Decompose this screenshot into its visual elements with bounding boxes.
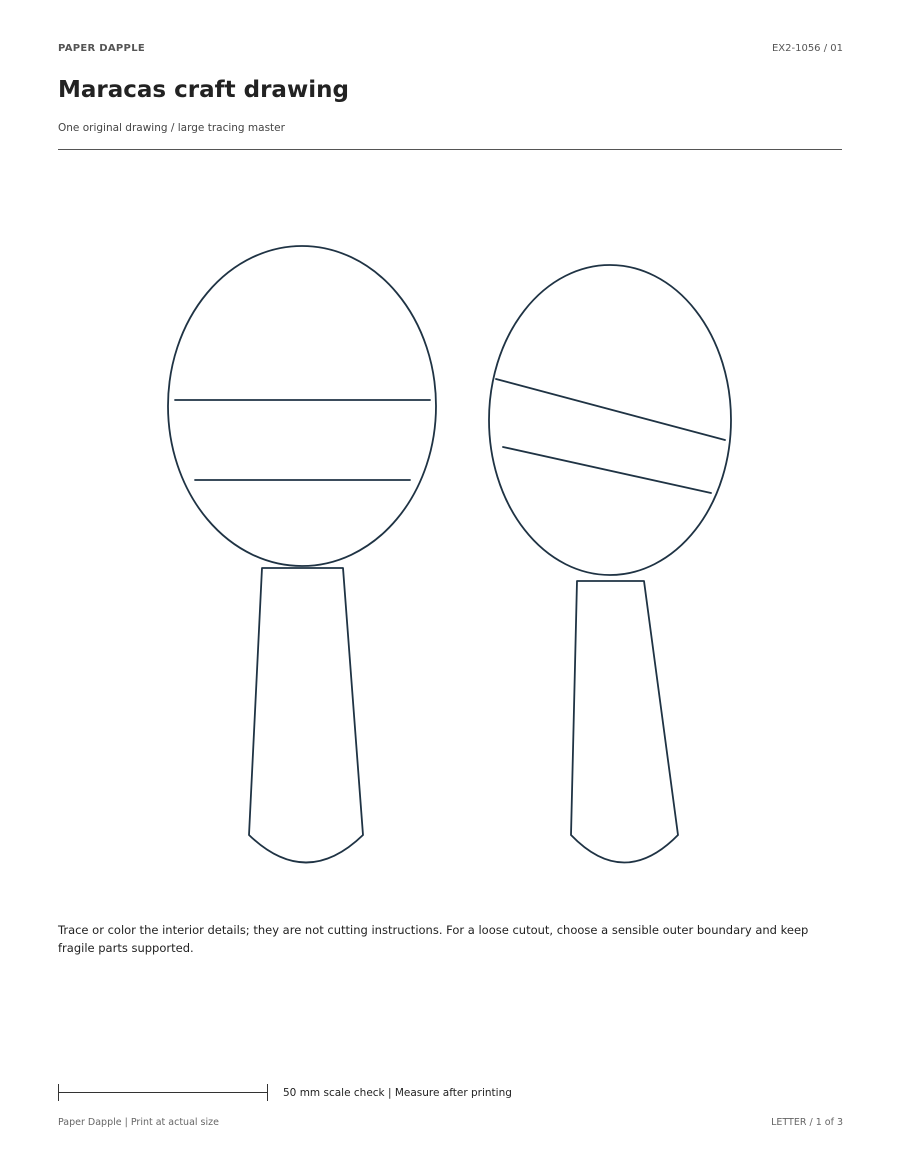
maraca-left-head — [168, 246, 436, 566]
footer-left: Paper Dapple | Print at actual size — [58, 1117, 219, 1128]
page-title: Maracas craft drawing — [58, 77, 349, 103]
instructions-text: Trace or color the interior details; they are not cutting instructions. For a loose cutout, choose a sensible outer boundary and keep fragile parts supported. — [58, 923, 809, 955]
maraca-right-stripe-bottom — [503, 447, 711, 493]
scale-label: 50 mm scale check | Measure after printing — [283, 1087, 512, 1099]
maraca-left — [168, 246, 436, 863]
maraca-right — [489, 265, 731, 863]
maraca-right-stripe-top — [496, 379, 725, 440]
scale-bar-tick-end — [267, 1084, 268, 1101]
footer-page-info: LETTER / 1 of 3 — [771, 1117, 843, 1128]
scale-bar-tick-start — [58, 1084, 59, 1101]
maraca-right-handle — [571, 581, 678, 863]
brand-name: PAPER DAPPLE — [58, 43, 145, 54]
page-subtitle: One original drawing / large tracing master — [58, 122, 285, 134]
maraca-right-head — [489, 265, 731, 575]
scale-bar — [58, 1084, 268, 1102]
document-code: EX2-1056 / 01 — [771, 43, 843, 54]
scale-bar-line — [58, 1092, 267, 1093]
maraca-left-handle — [249, 568, 363, 863]
